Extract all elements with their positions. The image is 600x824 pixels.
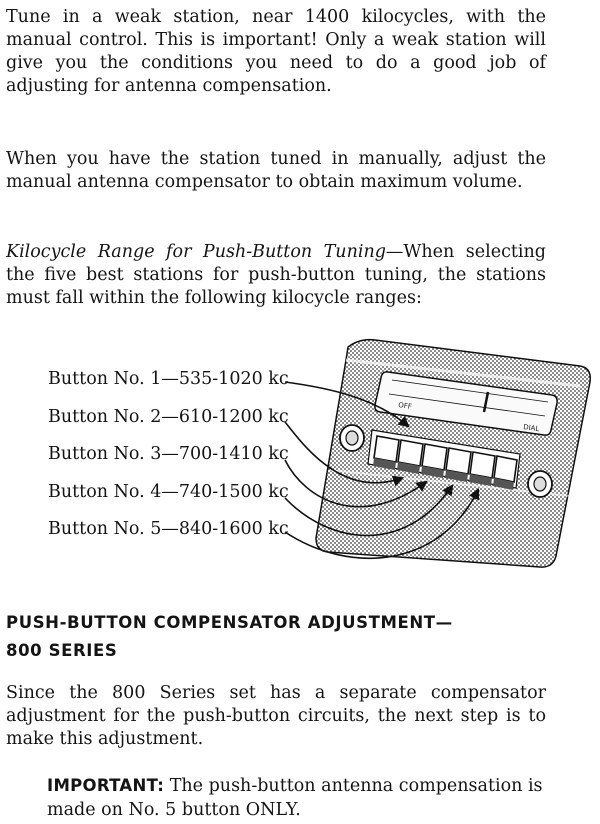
important-label: IMPORTANT: (47, 776, 165, 795)
button-range-2: Button No. 2—610-1200 kc (48, 406, 289, 427)
important-note (47, 774, 547, 822)
push-button-1 (373, 436, 399, 470)
push-button-4 (445, 448, 471, 482)
button-range-list (48, 368, 289, 556)
section-heading (6, 609, 453, 665)
paragraph-800-series: Since the 800 Series set has a separate compensator adjustment for the push-button circuits, the next step is to make this adjustment. (6, 683, 546, 749)
button-range-5: Button No. 5—840-1600 kc (48, 519, 289, 539)
kilocycle-range-lead: Kilocycle Range for Push-Button Tuning— (6, 242, 404, 262)
dial-label-right: DIAL (522, 423, 540, 434)
right-knob (528, 471, 552, 497)
kilocycle-range-body: When selecting the five best stations for push-button tuning, the stations must fall within the following kilocycle ranges: (6, 242, 546, 308)
button-range-1: Button No. 1—535-1020 kc (48, 369, 289, 389)
section-heading-line2: 800 SERIES (6, 641, 118, 660)
push-button-2 (397, 440, 423, 474)
paragraph-manual-compensator: When you have the station tuned in manually, adjust the manual antenna compensator to obtain maximum volume. (6, 149, 546, 192)
push-button-3 (421, 444, 447, 478)
section-heading-line1: PUSH-BUTTON COMPENSATOR ADJUSTMENT— (6, 613, 453, 632)
button-range-4: Button No. 4—740-1500 kc (48, 481, 289, 502)
push-button-6 (493, 456, 517, 490)
important-text: The push-button antenna compensation is made on No. 5 button ONLY. (47, 776, 543, 820)
button-range-3: Button No. 3—700-1410 kc (48, 444, 289, 464)
left-knob (340, 425, 364, 451)
paragraph-kilocycle-range (6, 241, 546, 310)
push-button-5 (469, 452, 495, 486)
dial-label-off: OFF (397, 401, 413, 411)
paragraph-weak-station: Tune in a weak station, near 1400 kilocycles, with the manual control. This is important! Only a weak station will give you the conditions you need to do a good job of adjusting for antenna compensation. (6, 7, 546, 96)
